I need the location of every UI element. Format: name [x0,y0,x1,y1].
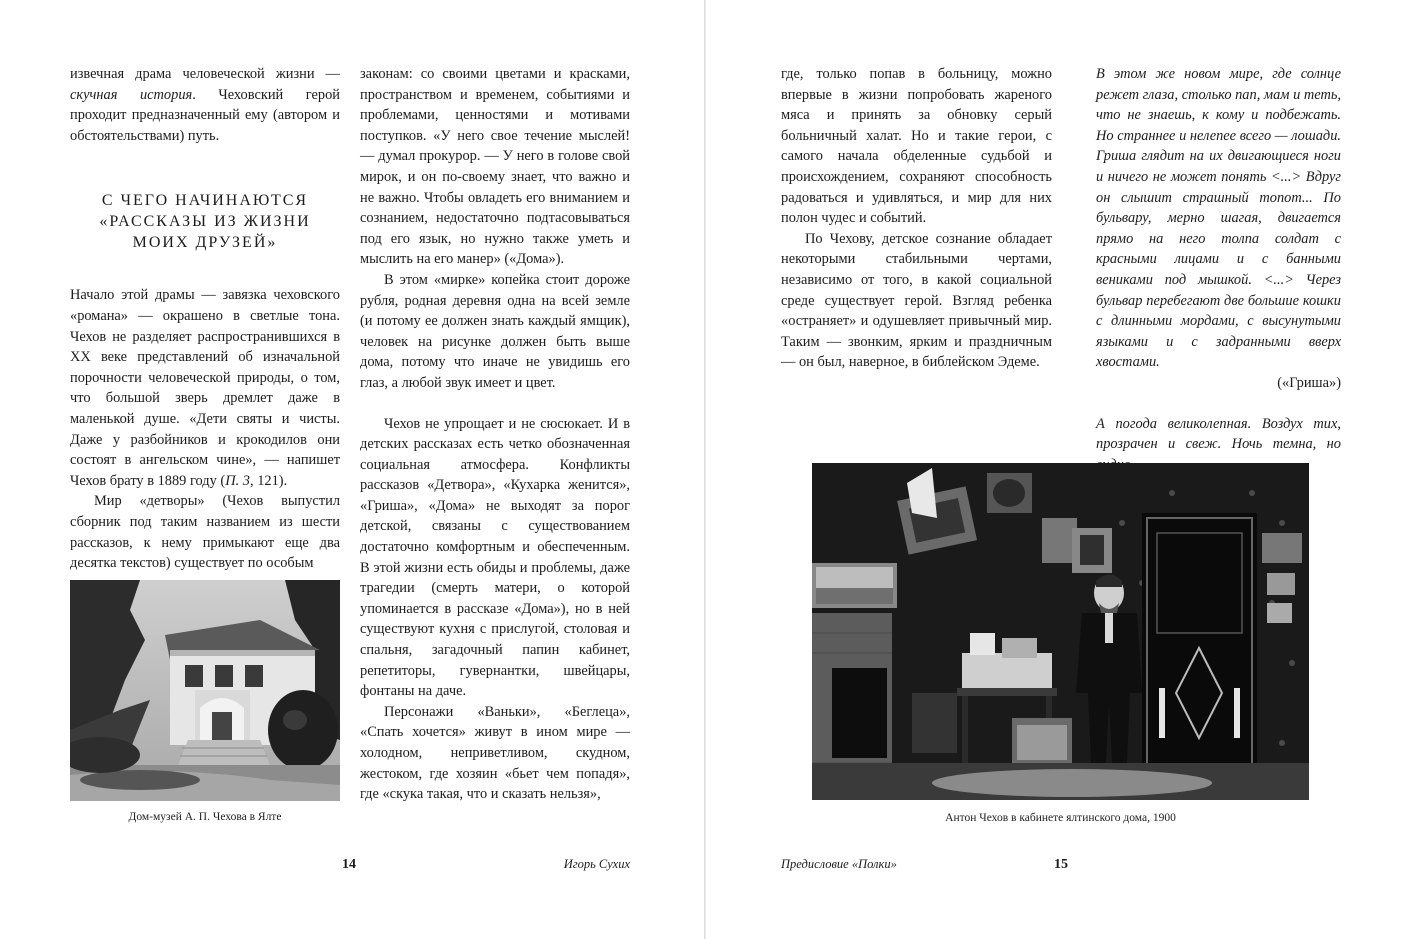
paragraph: По Чехову, детское сознание обладает некоторыми стабильными чертами, независимо от того, в какой социальной среде существует герой. Взгляд ребенка «остраняет» и одушевляет привычный мир. Таким — звонким, ярким и праздничным — он был, наверное, в библейском Эдеме. [781,230,1052,371]
quote: В этом же новом мире, где солнце режет глаза, столько пап, мам и теть, что не знаешь, к кому и подбежать. Но страннее и нелепее всего — лошади. Гриша глядит на их двигающиеся ноги и ничего не может понять <...> Вдруг он слышит страшный топот... По бульвару, мерно шагая, двигается прямо на него толпа солдат с красными лицами и с банными вениками под мышкой. <...> Через бульвар перебегают две большие кошки с длинными мордами, с высунутыми языками и с задранными вверх хвостами. [1096,66,1341,371]
paragraph: Мир «детворы» (Чехов выпустил сборник под таким названием из шести рассказов, к нему примыкают еще два десятка текстов) существует по особым [70,493,340,572]
page-gutter [704,0,706,939]
left-page-column-2 [360,64,630,805]
running-head-right: Предисловие «Полки» [781,857,897,871]
paragraph: законам: со своими цветами и красками, пространством и временем, событиями и проблемами, ценностями и мотивами поступков. «У него свое течение мыслей! — думал прокурор. — У него в голове свой мирок, и он по-своему знает, что важно и не важно. Чтобы овладеть его вниманием и сознанием, недостаточно подтасовываться под его язык, но нужно также уметь и мыслить на его манер» («Дома»). [360,66,630,268]
running-head-left: Игорь Сухих [563,857,630,871]
page-number-right: 15 [1054,857,1068,872]
house-photo-caption: Дом-музей А. П. Чехова в Ялте [128,811,282,823]
study-photo-caption: Антон Чехов в кабинете ялтинского дома, 1900 [945,812,1176,824]
paragraph: Персонажи «Ваньки», «Беглеца», «Спать хочется» живут в ином мире — холодном, неприветливом, скудном, жестоком, где хозяин «бьет чем попадя», где «скука такая, что и сказать нельзя», [360,703,630,803]
quote-source: («Гриша») [1277,374,1341,391]
page-number-left: 14 [342,857,356,872]
section-heading: С ЧЕГО НАЧИНАЮТСЯ «РАССКАЗЫ ИЗ ЖИЗНИ МОИХ ДРУЗЕЙ» [99,192,311,252]
paragraph: где, только попав в больницу, можно впервые в жизни попробовать жареного мяса и принять за обновку серый больничный халат. Но и такие герои, с самого начала обделенные судьбой и происхождением, сохраняют способность радоваться и удивляться, и мир для них полон чудес и событий. [781,66,1052,227]
paragraph: В этом «мирке» копейка стоит дороже рубля, родная деревня одна на всей земле (и потому ее должен знать каждый ямщик), человек на рисунке должен быть выше дома, потому что иначе не увидишь его глаз, а любой звук имеет и цвет. [360,271,630,391]
right-page-column-2 [1096,64,1341,475]
house-museum-photo [70,580,340,801]
paragraph: извечная драма человеческой жизни — скучная история. Чеховский герой проходит предназначенный ему (автором и обстоятельствами) путь. [70,66,340,144]
left-page-column-1 [70,64,340,574]
paragraph: Чехов не упрощает и не сюсюкает. И в детских рассказах есть четко обозначенная социальная атмосфера. Конфликты рассказов «Детвора», «Кухарка женится», «Гриша», «Дома» не выходят за порог детской, связаны с существованием достаточно комфортным и обеспеченным. В этой жизни есть обиды и проблемы, даже трагедии (смерть матери, о которой упоминается в рассказе «Дома»), но в ней существуют кухня с прислугой, столовая и спальня, загадочный папин кабинет, репетиторы, гувернантки, швейцары, фонтаны на даче. [360,415,630,700]
paragraph: Начало этой драмы — завязка чеховского «романа» — окрашено в светлые тона. Чехов не разделяет распространившихся в XX веке представлений об изначальной порочности человеческой природы, о том, что большой зверь дремлет даже в маленькой душе. «Дети святы и чисты. Даже у разбойников и крокодилов они состоят в ангельском чине», — напишет Чехов брату в 1889 году (П. 3, 121). [70,287,340,489]
chekhov-study-photo [812,463,1309,800]
right-page-column-1 [781,64,1052,373]
quote: А погода великолепная. Воздух тих, прозрачен и свеж. Ночь темна, но [1096,415,1341,453]
